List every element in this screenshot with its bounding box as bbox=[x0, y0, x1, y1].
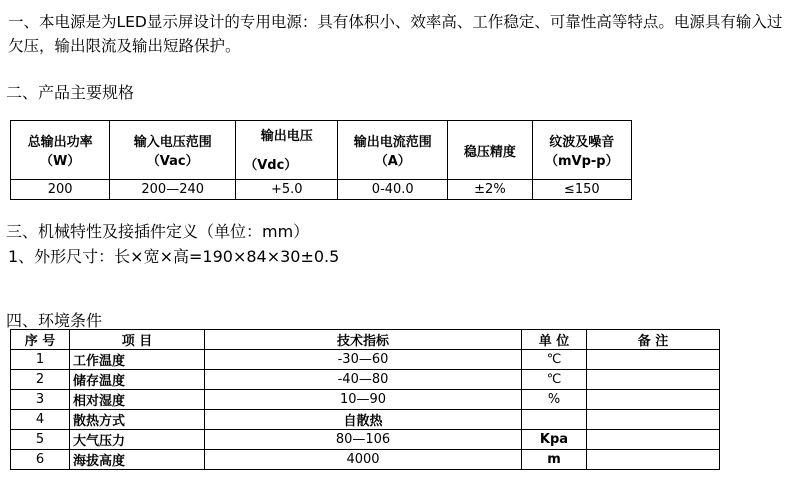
env-item: 散热方式 bbox=[70, 410, 205, 430]
intro-paragraph: 一、本电源是为LED显示屏设计的专用电源：具有体积小、效率高、工作稳定、可靠性高等特点。电源具有输入过欠压，输出限流及输出短路保护。 bbox=[8, 13, 783, 55]
dimensions-line: 1、外形尺寸：长×宽×高=190×84×30±0.5 bbox=[8, 247, 340, 266]
env-spec: 4000 bbox=[205, 450, 522, 470]
spec-header-row bbox=[11, 121, 632, 180]
table-row bbox=[11, 410, 720, 430]
spec-header-output-current: 输出电流范围 （A） bbox=[338, 121, 448, 180]
spec-value-power: 200 bbox=[11, 180, 110, 200]
env-unit: % bbox=[522, 390, 587, 410]
spec-value-output-voltage: +5.0 bbox=[236, 180, 338, 200]
env-note bbox=[587, 350, 720, 370]
env-note bbox=[587, 430, 720, 450]
section-2-title: 二、产品主要规格 bbox=[6, 83, 135, 102]
spec-header-regulation: 稳压精度 bbox=[448, 121, 532, 180]
env-no: 6 bbox=[11, 450, 70, 470]
environment-table bbox=[10, 329, 720, 470]
spec-header-power: 总输出功率 （W） bbox=[11, 121, 110, 180]
env-no: 5 bbox=[11, 430, 70, 450]
env-no: 2 bbox=[11, 370, 70, 390]
env-unit: Kpa bbox=[522, 430, 587, 450]
spec-header-input-voltage: 输入电压范围 （Vac） bbox=[110, 121, 236, 180]
table-row bbox=[11, 350, 720, 370]
env-unit: m bbox=[522, 450, 587, 470]
env-item: 相对湿度 bbox=[70, 390, 205, 410]
env-note bbox=[587, 370, 720, 390]
env-header-no: 序 号 bbox=[11, 330, 70, 350]
env-item: 工作温度 bbox=[70, 350, 205, 370]
table-row bbox=[11, 430, 720, 450]
spec-header-output-voltage: 输出电压 （Vdc） bbox=[236, 121, 338, 180]
env-no: 1 bbox=[11, 350, 70, 370]
env-no: 3 bbox=[11, 390, 70, 410]
env-unit: ℃ bbox=[522, 350, 587, 370]
spec-value-row bbox=[11, 180, 632, 200]
env-header-note: 备 注 bbox=[587, 330, 720, 350]
env-unit: ℃ bbox=[522, 370, 587, 390]
env-no: 4 bbox=[11, 410, 70, 430]
spec-value-regulation: ±2% bbox=[448, 180, 532, 200]
env-note bbox=[587, 410, 720, 430]
table-row bbox=[11, 450, 720, 470]
env-spec: 80—106 bbox=[205, 430, 522, 450]
env-header-unit: 单 位 bbox=[522, 330, 587, 350]
section-3-title: 三、机械特性及接插件定义（单位：mm） bbox=[6, 222, 310, 241]
env-spec: -30—60 bbox=[205, 350, 522, 370]
env-note bbox=[587, 450, 720, 470]
table-row bbox=[11, 370, 720, 390]
spec-header-ripple: 纹波及噪音 （mVp-p） bbox=[532, 121, 631, 180]
env-unit bbox=[522, 410, 587, 430]
env-item: 储存温度 bbox=[70, 370, 205, 390]
env-header-spec: 技术指标 bbox=[205, 330, 522, 350]
env-note bbox=[587, 390, 720, 410]
env-item: 大气压力 bbox=[70, 430, 205, 450]
env-spec: 10—90 bbox=[205, 390, 522, 410]
env-spec: 自散热 bbox=[205, 410, 522, 430]
env-header-row bbox=[11, 330, 720, 350]
spec-value-ripple: ≤150 bbox=[532, 180, 631, 200]
spec-value-output-current: 0-40.0 bbox=[338, 180, 448, 200]
section-4-title: 四、环境条件 bbox=[6, 311, 103, 330]
env-spec: -40—80 bbox=[205, 370, 522, 390]
spec-table bbox=[10, 120, 632, 200]
table-row bbox=[11, 390, 720, 410]
env-header-item: 项 目 bbox=[70, 330, 205, 350]
spec-value-input-voltage: 200—240 bbox=[110, 180, 236, 200]
env-item: 海拔高度 bbox=[70, 450, 205, 470]
